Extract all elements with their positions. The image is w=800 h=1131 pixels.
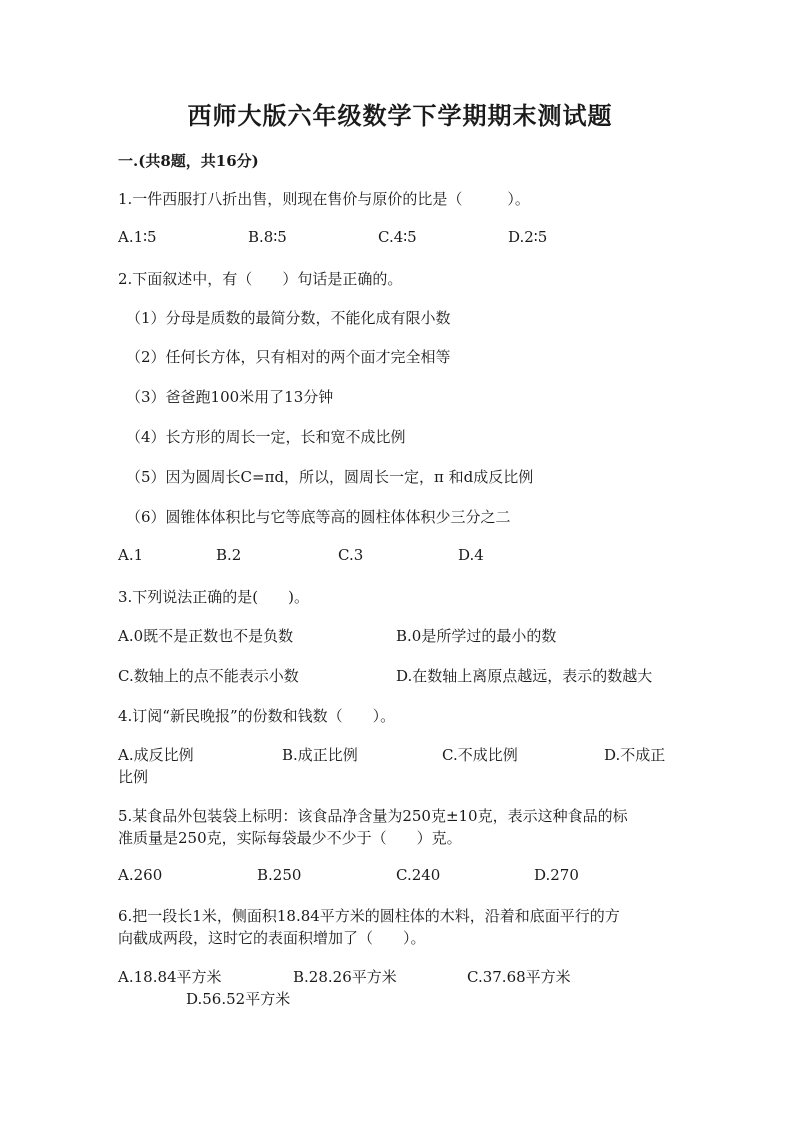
q2-statement-5: （5）因为圆周长C=πd，所以，圆周长一定，π 和d成反比例	[126, 468, 534, 486]
q4-option-b: B.成正比例	[282, 746, 358, 764]
page-title: 西师大版六年级数学下学期期末测试题	[187, 101, 613, 130]
question-6-stem-line-2: 向截成两段，这时它的表面积增加了（ ）。	[118, 929, 426, 947]
q2-statement-2: （2）任何长方体，只有相对的两个面才完全相等	[126, 348, 451, 366]
q5-option-a: A.260	[118, 866, 163, 884]
question-1-stem: 1.一件西服打八折出售，则现在售价与原价的比是（ ）。	[118, 190, 530, 208]
q2-option-a: A.1	[118, 546, 144, 564]
q2-statement-3: （3）爸爸跑100米用了13分钟	[126, 388, 334, 406]
q4-option-d-continued: 比例	[118, 768, 149, 786]
question-5-stem-line-1: 5.某食品外包装袋上标明：该食品净含量为250克±10克，表示这种食品的标	[118, 807, 628, 825]
q1-option-b: B.8∶5	[248, 228, 287, 246]
q3-option-c: C.数轴上的点不能表示小数	[118, 667, 299, 685]
q6-option-a: A.18.84平方米	[118, 968, 222, 986]
q6-option-c: C.37.68平方米	[467, 968, 571, 986]
q2-option-b: B.2	[216, 546, 242, 564]
q2-option-c: C.3	[338, 546, 364, 564]
section-heading: 一.(共8题，共16分)	[118, 152, 259, 170]
q5-option-c: C.240	[396, 866, 441, 884]
question-2-stem: 2.下面叙述中，有（ ）句话是正确的。	[118, 270, 403, 288]
question-4-stem: 4.订阅“新民晚报”的份数和钱数（ ）。	[118, 707, 396, 725]
question-3-stem: 3.下列说法正确的是( )。	[118, 588, 310, 606]
q5-option-d: D.270	[534, 866, 579, 884]
q2-statement-6: （6）圆锥体体积比与它等底等高的圆柱体体积少三分之二	[126, 508, 511, 526]
q4-option-a: A.成反比例	[118, 746, 194, 764]
q2-option-d: D.4	[458, 546, 484, 564]
q1-option-a: A.1∶5	[118, 228, 157, 246]
q2-statement-4: （4）长方形的周长一定，长和宽不成比例	[126, 428, 406, 446]
q6-option-b: B.28.26平方米	[293, 968, 397, 986]
q5-option-b: B.250	[257, 866, 302, 884]
q1-option-c: C.4∶5	[378, 228, 417, 246]
question-6-stem-line-1: 6.把一段长1米，侧面积18.84平方米的圆柱体的木料，沿着和底面平行的方	[118, 907, 620, 925]
q4-option-c: C.不成比例	[442, 746, 518, 764]
q3-option-a: A.0既不是正数也不是负数	[118, 627, 294, 645]
q3-option-b: B.0是所学过的最小的数	[396, 627, 557, 645]
q2-statement-1: （1）分母是质数的最简分数，不能化成有限小数	[126, 309, 451, 327]
q1-option-d: D.2∶5	[508, 228, 548, 246]
q3-option-d: D.在数轴上离原点越远，表示的数越大	[396, 667, 653, 685]
q6-option-d: D.56.52平方米	[186, 990, 291, 1008]
q4-option-d: D.不成正	[604, 746, 666, 764]
question-5-stem-line-2: 准质量是250克，实际每袋最少不少于（ ）克。	[118, 829, 462, 847]
